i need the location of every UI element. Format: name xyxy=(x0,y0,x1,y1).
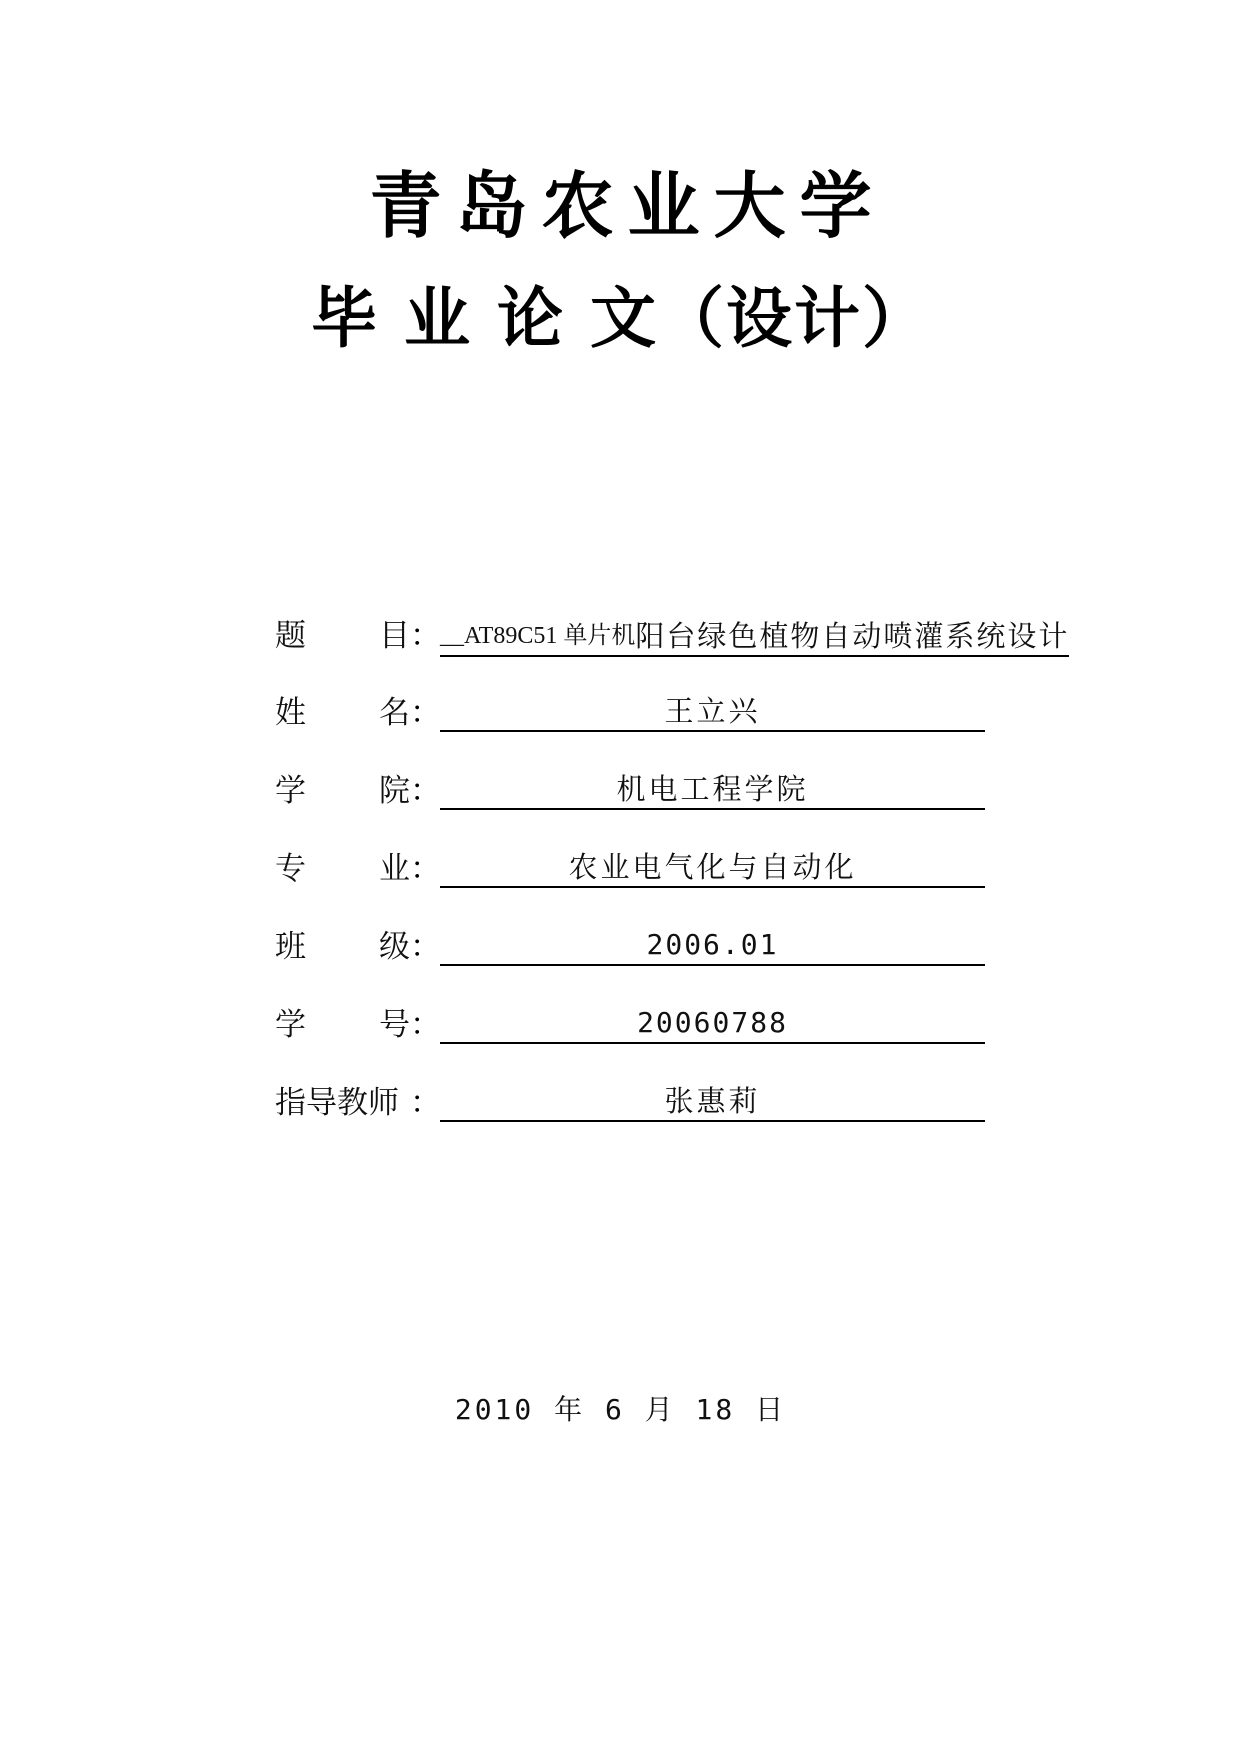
field-label-topic: 题 目 xyxy=(275,618,410,654)
field-value-name: 王立兴 xyxy=(440,692,985,732)
field-row-college xyxy=(275,768,985,814)
field-colon: ： xyxy=(410,773,441,809)
thesis-type-title: 毕 业 论 文（设计） xyxy=(311,280,930,357)
field-colon: ： xyxy=(410,1085,441,1121)
submission-date: 2010 年 6 月 18 日 xyxy=(454,1393,787,1426)
field-value-college: 机电工程学院 xyxy=(440,770,985,810)
field-colon: ： xyxy=(410,929,441,965)
field-row-name xyxy=(275,690,985,736)
field-row-student-id xyxy=(275,1002,985,1048)
field-value-major: 农业电气化与自动化 xyxy=(440,848,985,888)
field-label-major: 专 业 xyxy=(275,851,410,887)
field-value-advisor: 张惠莉 xyxy=(440,1082,985,1122)
field-row-class xyxy=(275,924,985,970)
field-label-advisor: 指导教师 xyxy=(275,1085,399,1121)
field-label-class: 班 级 xyxy=(275,929,410,965)
field-label-student-id: 学 号 xyxy=(275,1007,410,1043)
field-row-topic xyxy=(275,613,1115,659)
university-name: 青岛农业大学 xyxy=(369,164,886,248)
field-label-college: 学 院 xyxy=(275,773,410,809)
field-colon: ： xyxy=(410,695,441,731)
field-row-advisor xyxy=(275,1080,985,1126)
field-value-class: 2006.01 xyxy=(440,926,985,966)
field-colon: ： xyxy=(410,618,441,654)
field-row-major xyxy=(275,846,985,892)
topic-prefix-text: __AT89C51 单片机 xyxy=(440,617,635,657)
field-colon: ： xyxy=(410,851,441,887)
field-value-student-id: 20060788 xyxy=(440,1004,985,1044)
field-label-name: 姓 名 xyxy=(275,695,410,731)
field-colon: ： xyxy=(410,1007,441,1043)
topic-main-text: 阳台绿色植物自动喷灌系统设计 xyxy=(635,617,1069,657)
field-value-topic xyxy=(440,617,1115,655)
